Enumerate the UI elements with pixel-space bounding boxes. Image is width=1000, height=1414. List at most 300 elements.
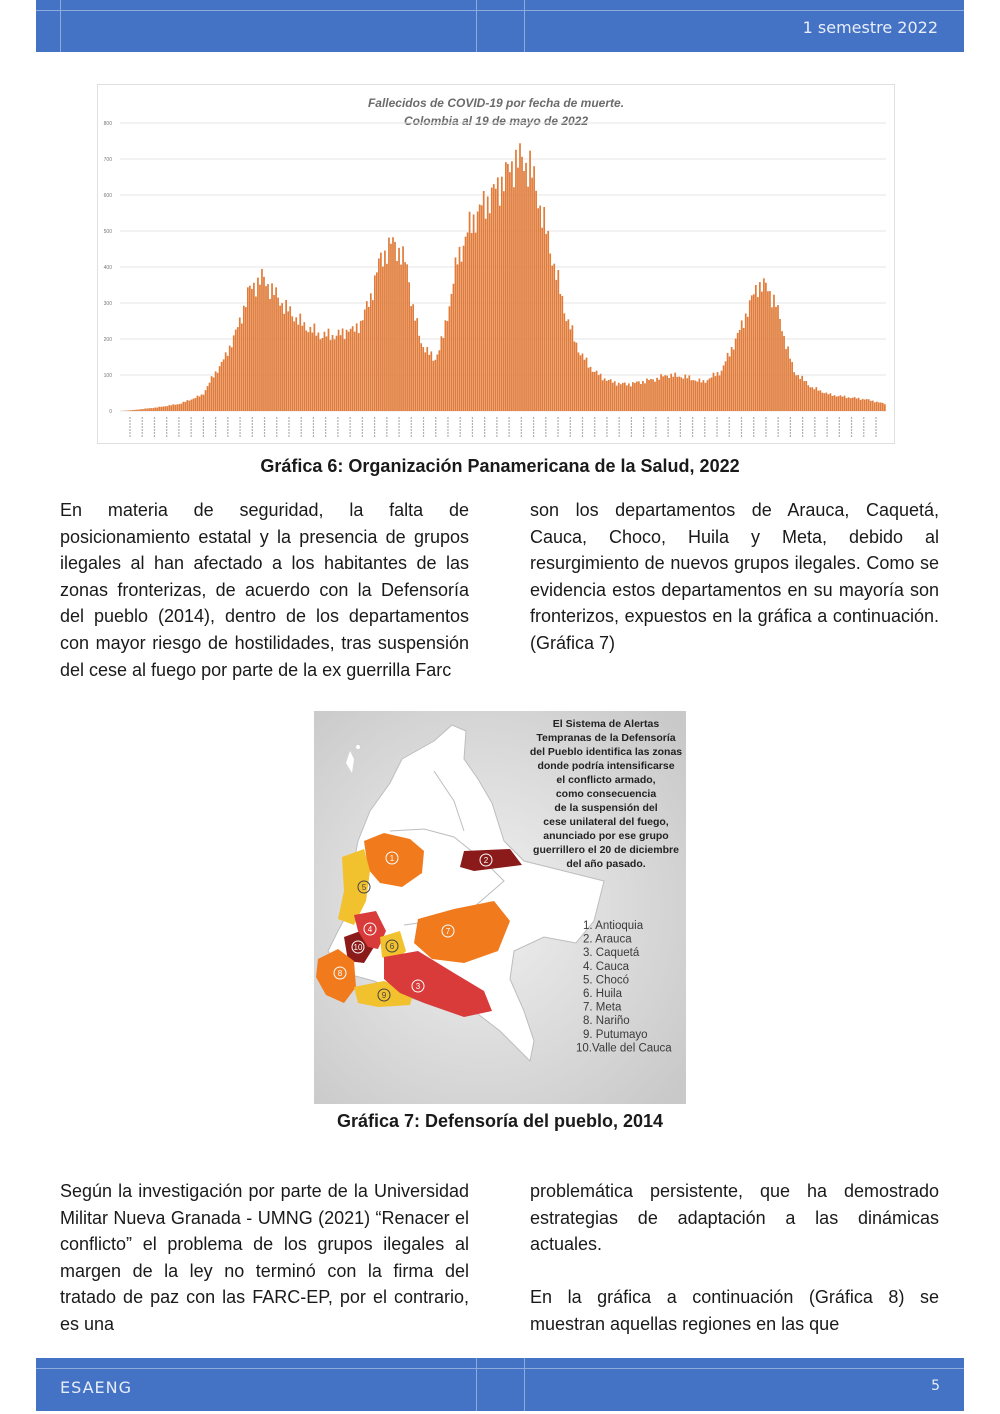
bar [152,408,154,411]
map-note-line: anunciado por ese grupo [543,830,669,842]
bar [132,410,134,411]
bar [215,371,217,411]
bar [237,327,239,411]
bar [279,306,281,411]
bar [326,336,328,411]
bar [443,338,445,411]
bar [551,266,553,411]
bar [303,322,305,411]
bar [406,264,408,411]
bar [499,206,501,411]
island-shape [356,745,360,749]
map-legend-item: 7. Meta [583,1001,622,1014]
bar [418,336,420,411]
bar [618,383,620,411]
bar [572,325,574,411]
bar [680,377,682,411]
bar [563,313,565,411]
bar [759,282,761,411]
bar [261,269,263,411]
bar [398,248,400,411]
y-tick-label: 200 [103,337,112,343]
bar [289,306,291,411]
svg-text:9: 9 [381,991,387,1000]
bar [503,191,505,411]
bar [136,410,138,411]
bar [590,367,592,411]
bar [527,187,529,411]
bar [817,391,819,411]
bar [273,295,275,411]
bar [150,408,152,411]
bar [293,321,295,411]
bar [666,376,668,411]
chart-title: Fallecidos de COVID-19 por fecha de muerte. [367,96,625,110]
bar [396,261,398,411]
bar [162,406,164,411]
bar [217,373,219,411]
map-legend-item: 1. Antioquia [583,920,644,932]
bar [809,387,811,411]
bar [366,301,368,411]
paragraph-left-1 [60,497,469,683]
bar [225,352,227,411]
bar [799,379,801,411]
bar [471,233,473,411]
bar [128,410,130,411]
bar [324,332,326,411]
bar [632,382,634,411]
bar [229,346,231,411]
bar [233,335,235,411]
bar [697,382,699,411]
bar [400,265,402,411]
bar [745,313,747,411]
y-tick-label: 800 [103,121,112,127]
paragraph-text: En materia de seguridad, la falta de posicionamiento estatal y la presencia de grupos ilegales al han afectado a los habitantes de las zonas fronterizas, de acuerdo con la Defensoría del pueblo (2014), dentro de los departamentos con mayor riesgo de hostilidades, tras suspensión del cese al fuego por parte de la ex guerrilla Farc [60,500,469,680]
bar [807,385,809,411]
bar [241,324,243,411]
bar [334,339,336,411]
bar [570,329,572,411]
bar [305,330,307,411]
bar [539,206,541,411]
bar [537,208,539,411]
bar [626,385,628,411]
bar [751,295,753,411]
bar [517,168,519,411]
map-legend-item: 3. Caquetá [583,947,640,960]
bar [459,247,461,411]
bar [158,407,160,411]
bar [610,379,612,411]
bar [721,371,723,411]
map-note-line: Tempranas de la Defensoría [536,732,676,744]
bar [729,356,731,411]
bar [209,383,211,411]
bar [178,404,180,411]
bar [660,374,662,411]
bar [737,333,739,411]
bar [779,319,781,411]
footer-page-number: 5 [931,1378,940,1394]
bar [142,409,144,411]
bar [596,371,598,411]
bar [404,262,406,411]
bar [235,330,237,411]
bar [600,374,602,411]
bar [160,407,162,411]
bar [269,299,271,411]
bar [658,380,660,411]
bar [509,172,511,411]
bar [747,317,749,411]
bar [213,377,215,411]
bar [695,381,697,411]
bar [884,404,886,411]
bar [420,343,422,411]
bar [483,191,485,411]
map-legend-item: 10.Valle del Cauca [576,1042,672,1055]
bar [453,284,455,411]
paragraph-text: problemática persistente, que ha demostrado estrategias de adaptación a las dinámicas actuales. [530,1181,939,1255]
bar [283,314,285,411]
map-legend-item: 4. Cauca [583,960,630,973]
bar [535,191,537,411]
bar [330,340,332,411]
bar [531,178,533,411]
bar [735,338,737,411]
bar [549,254,551,411]
bar [529,151,531,411]
bar [830,393,832,411]
y-tick-label: 100 [103,373,112,379]
paragraph-right-1 [530,497,939,657]
bar [870,401,872,411]
svg-text:6: 6 [389,942,395,951]
bar [777,305,779,411]
bar [436,354,438,411]
bar [376,272,378,411]
bar [670,374,672,411]
bar [614,381,616,411]
bar [477,212,479,411]
map-legend-item: 9. Putumayo [583,1028,648,1041]
bar [805,381,807,411]
bar [713,373,715,411]
bar [402,246,404,411]
bar [828,394,830,411]
bar [507,164,509,411]
bar [606,381,608,411]
map-note-line: como consecuencia [555,788,657,800]
bar [797,375,799,411]
bar [164,406,166,411]
bar [594,372,596,411]
bar [144,409,146,411]
bar [523,171,525,411]
bar [757,297,759,411]
bar [156,408,158,411]
bar [699,379,701,411]
bar [834,395,836,411]
bar [602,380,604,411]
bar [328,329,330,411]
bar [170,405,172,411]
paragraph-right-2 [530,1178,939,1338]
bar [505,162,507,411]
bar [182,402,184,411]
bar [219,366,221,411]
svg-text:2: 2 [483,856,489,865]
bar [707,380,709,411]
bar [368,307,370,411]
bar [864,400,866,411]
bar [168,405,170,411]
bar [259,285,261,411]
bar [576,343,578,411]
bar [465,237,467,411]
bar [608,380,610,411]
bar [344,339,346,411]
bar [221,362,223,411]
bar [463,246,465,411]
bar [332,335,334,411]
y-tick-label: 700 [103,157,112,163]
bar [166,406,168,411]
bar [648,380,650,411]
bar [652,379,654,411]
bar [307,332,309,411]
chart-subtitle: Colombia al 19 de mayo de 2022 [403,114,589,128]
bar [432,361,434,411]
map-note-line: del año pasado. [566,858,646,870]
bar [525,163,527,411]
bar [771,307,773,411]
bar [295,317,297,411]
bar [568,319,570,411]
bar [172,404,174,411]
covid-deaths-chart [97,84,895,444]
covid-deaths-chart-svg [98,85,894,443]
bar [457,264,459,411]
bar [291,316,293,411]
bar [487,196,489,411]
bar [360,321,362,411]
map-note-line: del Pueblo identifica las zonas [529,746,683,758]
bar [582,354,584,411]
bar [731,347,733,411]
bar [868,399,870,411]
bar [620,384,622,411]
bar [312,333,314,412]
bar [245,307,247,411]
bar [340,335,342,411]
bar [511,161,513,411]
bar [664,375,666,411]
bar [481,205,483,411]
bar [880,403,882,412]
bar [684,375,686,411]
bar [146,409,148,411]
bar [819,390,821,411]
header-semester: 1 semestre 2022 [802,18,938,37]
bar [297,325,299,411]
conflict-risk-map [314,711,686,1104]
bar [426,347,428,411]
map-legend-item: 8. Nariño [583,1015,630,1028]
bar [703,380,705,411]
bar [604,378,606,411]
bar [479,204,481,411]
svg-text:5: 5 [361,883,367,892]
bar [630,386,632,411]
bar [247,287,249,411]
bar [668,378,670,411]
bar [249,286,251,411]
bar [489,213,491,411]
bar [646,379,648,412]
bar [428,355,430,411]
bar [692,380,694,411]
svg-text:10: 10 [353,943,363,952]
svg-text:1: 1 [389,854,395,863]
bar [414,321,416,411]
bar [787,346,789,411]
bar [640,384,642,411]
bar [449,306,451,411]
bar [374,275,376,411]
bar [309,327,311,411]
bar [469,212,471,411]
bar [287,311,289,411]
bar [761,292,763,411]
bar [811,387,813,411]
bar [813,389,815,411]
y-tick-label: 300 [103,301,112,307]
bar [140,409,142,411]
bar [574,341,576,411]
bar [519,143,521,411]
bar [138,410,140,411]
bar [434,360,436,411]
bar [676,377,678,411]
bar [201,394,203,411]
bar [709,379,711,411]
bar [130,410,132,411]
bar [559,294,561,411]
bar [301,326,303,411]
bar [765,283,767,411]
bar [447,321,449,411]
bar [195,398,197,411]
paragraph-text: Según la investigación por parte de la Universidad Militar Nueva Granada - UMNG (2021) “Renacer el conflicto” el problema de los grupos ilegales al margen de la ley no terminó con la firma del tratado de paz con las FARC-EP, por el contrario, es una [60,1181,469,1334]
paragraph-text: En la gráfica a continuación (Gráfica 8) se muestran aquellas regiones en las que [530,1287,939,1334]
bar [491,188,493,411]
bar [739,330,741,411]
bar [793,372,795,411]
map-note-line: donde podría intensificarse [537,760,675,772]
bar [473,214,475,411]
bar [485,219,487,411]
bar [316,336,318,411]
bar [424,352,426,411]
bar [753,294,755,411]
bar [239,317,241,411]
bar [348,332,350,411]
bar [654,382,656,411]
bar [876,402,878,411]
bar [475,233,477,411]
bar [719,376,721,411]
bar [874,402,876,411]
map-note-line: cese unilateral del fuego, [543,816,669,828]
bar [840,395,842,411]
paragraph-text: son los departamentos de Arauca, Caquetá, Cauca, Choco, Huila y Meta, debido al resurgimiento de nuevos grupos ilegales. Como se evidencia estos departamentos en su mayoría son fronterizos, expuestos en la gráfica a continuación. (Gráfica 7) [530,500,939,653]
bar [815,387,817,411]
bar [711,377,713,411]
bar [352,326,354,411]
bar [801,376,803,411]
bar [320,339,322,411]
bar [733,350,735,411]
map-note-line: guerrillero el 20 de diciembre [533,844,679,856]
bar [878,402,880,411]
bar [773,295,775,411]
bar [795,375,797,411]
bar [781,331,783,411]
bar [854,397,856,411]
bar [318,332,320,411]
chart6-caption: Gráfica 6: Organización Panamericana de la Salud, 2022 [260,456,740,476]
map-legend-item: 6. Huila [583,988,622,1000]
bar [281,303,283,411]
bar [545,234,547,411]
bar [844,396,846,411]
bar [267,284,269,411]
bar [410,306,412,411]
bar [197,396,199,411]
bar [785,349,787,411]
bar [176,404,178,411]
bar [285,300,287,411]
bar [255,296,257,411]
bar [636,382,638,411]
header-band [36,0,964,52]
bar [672,377,674,411]
bar [616,386,618,411]
footer-band [36,1358,964,1411]
bar [346,330,348,411]
y-tick-label: 500 [103,229,112,235]
bar [392,237,394,411]
bar [322,338,324,411]
bar [205,390,207,411]
bar [277,298,279,411]
bar [501,177,503,411]
bar [513,187,515,411]
bar [836,397,838,411]
bar [362,320,364,411]
bar [743,328,745,411]
bar [408,282,410,411]
bar [493,184,495,411]
bar [515,150,517,411]
bar [838,396,840,411]
bar [543,207,545,411]
bar [386,264,388,411]
bar [775,307,777,411]
